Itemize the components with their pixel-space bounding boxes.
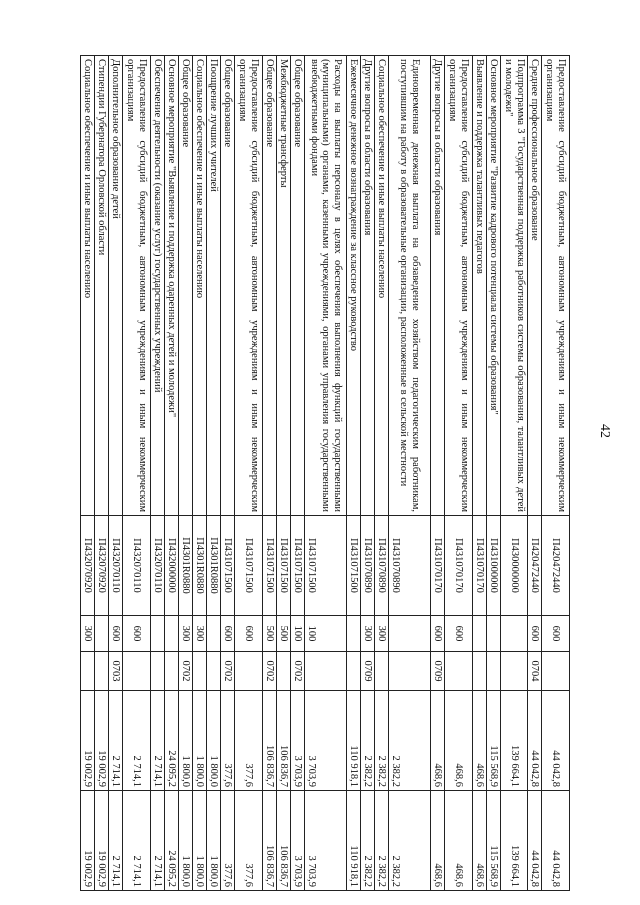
cell-amount-1: 468,6	[473, 691, 487, 791]
cell-expense-type: 600	[542, 616, 570, 652]
cell-amount-2: 377,6	[235, 791, 263, 891]
cell-section-code	[123, 652, 151, 691]
cell-amount-1: 3 703,9	[291, 691, 305, 791]
cell-amount-1: 468,6	[445, 691, 473, 791]
cell-section-code: 0703	[109, 652, 123, 691]
cell-name: Предоставление субсидий бюджетным, автономным учреждениям и иным некоммерческим организациям	[123, 56, 151, 516]
cell-target-code: П431070170	[473, 516, 487, 616]
cell-target-code: П431070890	[361, 516, 375, 616]
cell-amount-1: 1 800,0	[193, 691, 207, 791]
table-row	[221, 56, 235, 891]
cell-amount-1: 106 836,7	[277, 691, 291, 791]
cell-expense-type	[207, 616, 221, 652]
cell-amount-1: 1 800,0	[179, 691, 193, 791]
cell-name: Стипендии Губернатора Орловской области	[95, 56, 109, 516]
cell-section-code	[445, 652, 473, 691]
cell-name: Общее образование	[179, 56, 193, 516]
cell-target-code: П432070110	[123, 516, 151, 616]
cell-section-code	[501, 652, 528, 691]
cell-name: Подпрограмма 3 "Государственная поддержка работников системы образования, талантливых детей и молодежи"	[501, 56, 528, 516]
cell-section-code	[542, 652, 570, 691]
table-row	[123, 56, 151, 891]
cell-amount-2: 2 714,1	[109, 791, 123, 891]
table-row	[431, 56, 445, 891]
cell-section-code	[235, 652, 263, 691]
cell-target-code: П432070920	[95, 516, 109, 616]
cell-expense-type	[165, 616, 179, 652]
cell-expense-type: 300	[179, 616, 193, 652]
cell-section-code: 0702	[263, 652, 277, 691]
cell-section-code	[347, 652, 361, 691]
cell-expense-type: 500	[263, 616, 277, 652]
cell-amount-2: 2 714,1	[151, 791, 165, 891]
cell-target-code: П420472440	[542, 516, 570, 616]
cell-section-code: 0702	[179, 652, 193, 691]
table-row	[277, 56, 291, 891]
cell-target-code: П432000000	[165, 516, 179, 616]
cell-section-code	[165, 652, 179, 691]
cell-amount-2: 468,6	[431, 791, 445, 891]
cell-name: Предоставление субсидий бюджетным, автономным учреждениям и иным некоммерческим организациям	[235, 56, 263, 516]
cell-section-code	[277, 652, 291, 691]
cell-amount-1: 468,6	[431, 691, 445, 791]
cell-amount-1: 2 714,1	[151, 691, 165, 791]
cell-name: Расходы на выплаты персоналу в целях обеспечения выполнения функций государственными (муниципальными) органами, казенными учреждениями, органами управления государственными внебюджетными фондами	[305, 56, 347, 516]
cell-expense-type: 600	[445, 616, 473, 652]
table-row	[528, 56, 542, 891]
cell-amount-1: 24 095,2	[165, 691, 179, 791]
cell-name: Среднее профессиональное образование	[528, 56, 542, 516]
page-number: 42	[597, 424, 612, 438]
cell-amount-2: 3 703,9	[305, 791, 347, 891]
cell-target-code: П432070110	[109, 516, 123, 616]
cell-section-code: 0702	[221, 652, 235, 691]
cell-target-code: П432070110	[151, 516, 165, 616]
cell-expense-type: 600	[123, 616, 151, 652]
cell-expense-type: 300	[81, 616, 95, 652]
cell-target-code: П431000000	[487, 516, 501, 616]
table-row	[193, 56, 207, 891]
table-row	[291, 56, 305, 891]
cell-target-code: П431071500	[347, 516, 361, 616]
cell-expense-type	[95, 616, 109, 652]
cell-target-code: П431071500	[235, 516, 263, 616]
table-row	[501, 56, 528, 891]
cell-expense-type: 600	[431, 616, 445, 652]
cell-amount-1: 377,6	[235, 691, 263, 791]
cell-name: Основное мероприятие "Развитие кадрового потенциала системы образования"	[487, 56, 501, 516]
cell-amount-1: 2 382,2	[375, 691, 389, 791]
cell-target-code: П431071500	[263, 516, 277, 616]
cell-amount-2: 3 703,9	[291, 791, 305, 891]
cell-name: Предоставление субсидий бюджетным, автономным учреждениям и иным некоммерческим организациям	[445, 56, 473, 516]
cell-expense-type	[151, 616, 165, 652]
cell-amount-1: 115 568,9	[487, 691, 501, 791]
cell-target-code: П431071500	[291, 516, 305, 616]
cell-amount-1: 44 042,8	[528, 691, 542, 791]
table-row	[81, 56, 95, 891]
cell-name: Общее образование	[291, 56, 305, 516]
cell-amount-1: 19 002,9	[95, 691, 109, 791]
cell-amount-2: 2 714,1	[123, 791, 151, 891]
cell-target-code: П431070170	[445, 516, 473, 616]
cell-amount-2: 24 095,2	[165, 791, 179, 891]
cell-target-code: П431071500	[277, 516, 291, 616]
cell-amount-2: 115 568,9	[487, 791, 501, 891]
table-row	[445, 56, 473, 891]
cell-expense-type: 300	[375, 616, 389, 652]
cell-amount-1: 110 918,1	[347, 691, 361, 791]
cell-target-code: П4301R0880	[193, 516, 207, 616]
cell-section-code	[487, 652, 501, 691]
table-row	[151, 56, 165, 891]
cell-name: Дополнительное образование детей	[109, 56, 123, 516]
cell-section-code	[81, 652, 95, 691]
cell-amount-1: 1 800,0	[207, 691, 221, 791]
table-row	[487, 56, 501, 891]
cell-name: Предоставление субсидий бюджетным, автономным учреждениям и иным некоммерческим организациям	[542, 56, 570, 516]
table-row	[473, 56, 487, 891]
cell-section-code	[473, 652, 487, 691]
cell-amount-1: 3 703,9	[305, 691, 347, 791]
cell-name: Социальное обеспечение и иные выплаты населению	[81, 56, 95, 516]
cell-expense-type	[501, 616, 528, 652]
cell-name: Другие вопросы в области образования	[361, 56, 375, 516]
table-row	[347, 56, 361, 891]
cell-expense-type	[389, 616, 431, 652]
cell-amount-1: 377,6	[221, 691, 235, 791]
cell-name: Поощрение лучших учителей	[207, 56, 221, 516]
cell-section-code: 0709	[431, 652, 445, 691]
table-row	[179, 56, 193, 891]
cell-name: Выявление и поддержка талантливых педагогов	[473, 56, 487, 516]
cell-name: Общее образование	[263, 56, 277, 516]
cell-amount-2: 44 042,8	[542, 791, 570, 891]
cell-amount-2: 1 800,0	[193, 791, 207, 891]
cell-section-code	[375, 652, 389, 691]
cell-expense-type: 100	[305, 616, 347, 652]
budget-table-body	[81, 56, 570, 891]
cell-target-code: П4301R0880	[207, 516, 221, 616]
cell-section-code: 0704	[528, 652, 542, 691]
table-row	[165, 56, 179, 891]
cell-amount-2: 468,6	[445, 791, 473, 891]
table-row	[109, 56, 123, 891]
cell-amount-1: 44 042,8	[542, 691, 570, 791]
cell-amount-2: 1 800,0	[207, 791, 221, 891]
cell-section-code	[207, 652, 221, 691]
table-row	[375, 56, 389, 891]
cell-amount-1: 2 714,1	[123, 691, 151, 791]
cell-amount-2: 2 382,2	[389, 791, 431, 891]
cell-name: Единовременная денежная выплата на обзаведение хозяйством педагогическим работникам, поступившим на работу в образовательные организации, расположенные в сельской местности	[389, 56, 431, 516]
table-row	[95, 56, 109, 891]
cell-amount-2: 1 800,0	[179, 791, 193, 891]
cell-target-code: П431070890	[389, 516, 431, 616]
table-row	[389, 56, 431, 891]
cell-expense-type: 100	[291, 616, 305, 652]
cell-amount-1: 2 714,1	[109, 691, 123, 791]
cell-target-code: П431070890	[375, 516, 389, 616]
cell-amount-1: 2 382,2	[361, 691, 375, 791]
cell-amount-1: 2 382,2	[389, 691, 431, 791]
cell-section-code	[389, 652, 431, 691]
table-row	[263, 56, 277, 891]
cell-amount-1: 106 836,7	[263, 691, 277, 791]
cell-target-code: П431071500	[305, 516, 347, 616]
cell-expense-type	[347, 616, 361, 652]
cell-amount-2: 139 664,1	[501, 791, 528, 891]
cell-amount-2: 44 042,8	[528, 791, 542, 891]
cell-expense-type: 600	[109, 616, 123, 652]
cell-name: Межбюджетные трансферты	[277, 56, 291, 516]
cell-expense-type: 600	[235, 616, 263, 652]
cell-amount-1: 139 664,1	[501, 691, 528, 791]
cell-expense-type: 600	[221, 616, 235, 652]
table-row	[207, 56, 221, 891]
cell-expense-type: 600	[528, 616, 542, 652]
cell-target-code: П420472440	[528, 516, 542, 616]
cell-amount-2: 106 836,7	[263, 791, 277, 891]
cell-section-code	[305, 652, 347, 691]
cell-amount-2: 377,6	[221, 791, 235, 891]
cell-section-code	[95, 652, 109, 691]
cell-section-code	[151, 652, 165, 691]
cell-name: Общее образование	[221, 56, 235, 516]
cell-amount-2: 19 002,9	[95, 791, 109, 891]
cell-amount-1: 19 002,9	[81, 691, 95, 791]
cell-name: Другие вопросы в области образования	[431, 56, 445, 516]
cell-target-code: П431071500	[221, 516, 235, 616]
table-row	[235, 56, 263, 891]
budget-table	[80, 55, 570, 891]
cell-amount-2: 19 002,9	[81, 791, 95, 891]
cell-name: Социальное обеспечение и иные выплаты населению	[375, 56, 389, 516]
rotated-page-content	[80, 55, 570, 890]
cell-amount-2: 468,6	[473, 791, 487, 891]
cell-name: Обеспечение деятельности (оказание услуг) государственных учреждений	[151, 56, 165, 516]
cell-target-code: П430000000	[501, 516, 528, 616]
cell-section-code: 0709	[361, 652, 375, 691]
cell-section-code	[193, 652, 207, 691]
cell-expense-type: 300	[361, 616, 375, 652]
cell-target-code: П432070920	[81, 516, 95, 616]
cell-expense-type	[487, 616, 501, 652]
cell-expense-type: 300	[193, 616, 207, 652]
cell-name: Социальное обеспечение и иные выплаты населению	[193, 56, 207, 516]
cell-expense-type: 500	[277, 616, 291, 652]
cell-target-code: П4301R0880	[179, 516, 193, 616]
cell-name: Основное мероприятие "Выявление и поддержка одаренных детей и молодежи"	[165, 56, 179, 516]
cell-name: Ежемесячное денежное вознаграждение за классное руководство	[347, 56, 361, 516]
cell-amount-2: 106 836,7	[277, 791, 291, 891]
cell-amount-2: 2 382,2	[361, 791, 375, 891]
cell-amount-2: 2 382,2	[375, 791, 389, 891]
cell-section-code: 0702	[291, 652, 305, 691]
table-row	[542, 56, 570, 891]
cell-amount-2: 110 918,1	[347, 791, 361, 891]
table-row	[305, 56, 347, 891]
cell-expense-type	[473, 616, 487, 652]
cell-target-code: П431070170	[431, 516, 445, 616]
table-row	[361, 56, 375, 891]
